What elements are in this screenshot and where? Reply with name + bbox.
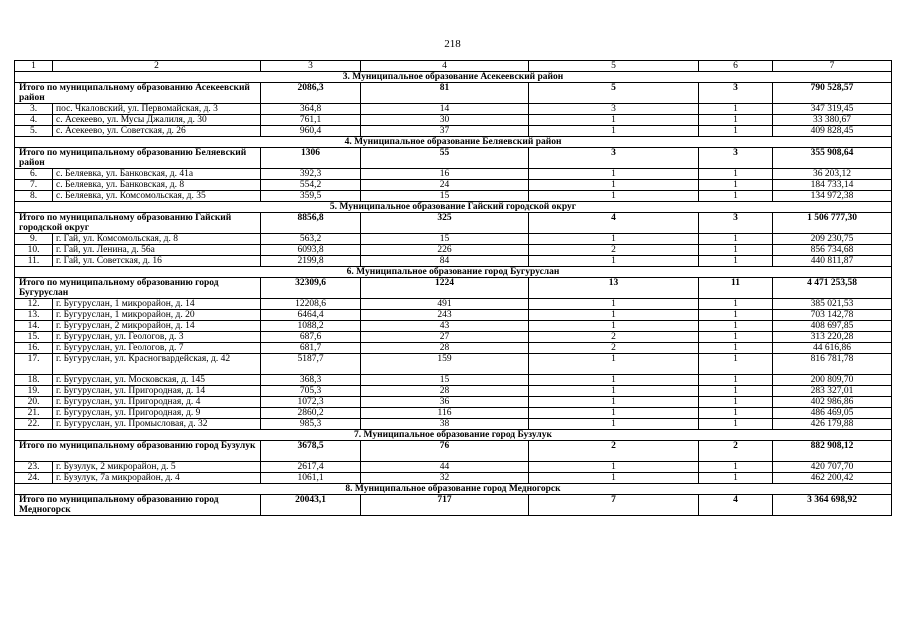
total-col6: 11 bbox=[699, 278, 773, 299]
row-cost: 409 828,45 bbox=[773, 126, 892, 137]
row-col6: 1 bbox=[699, 419, 773, 430]
total-col6: 2 bbox=[699, 441, 773, 462]
row-col5: 1 bbox=[529, 115, 699, 126]
row-address: с. Беляевка, ул. Комсомольская, д. 35 bbox=[53, 191, 261, 202]
row-address: г. Бугуруслан, ул. Московская, д. 145 bbox=[53, 375, 261, 386]
row-cost: 462 200,42 bbox=[773, 473, 892, 484]
row-cost: 347 319,45 bbox=[773, 104, 892, 115]
total-name: Итого по муниципальному образованию город Медногорск bbox=[15, 495, 261, 516]
row-count: 116 bbox=[361, 408, 529, 419]
row-cost: 33 380,67 bbox=[773, 115, 892, 126]
row-address: г. Гай, ул. Советская, д. 16 bbox=[53, 256, 261, 267]
total-row bbox=[15, 278, 892, 299]
row-count: 37 bbox=[361, 126, 529, 137]
row-count: 15 bbox=[361, 375, 529, 386]
row-cost: 486 469,05 bbox=[773, 408, 892, 419]
row-col6: 1 bbox=[699, 234, 773, 245]
total-col5: 5 bbox=[529, 83, 699, 104]
total-count: 55 bbox=[361, 148, 529, 169]
total-row bbox=[15, 441, 892, 462]
row-count: 24 bbox=[361, 180, 529, 191]
row-count: 15 bbox=[361, 191, 529, 202]
row-area: 1072,3 bbox=[261, 397, 361, 408]
row-col6: 1 bbox=[699, 397, 773, 408]
row-col5: 1 bbox=[529, 473, 699, 484]
row-area: 6464,4 bbox=[261, 310, 361, 321]
table-row bbox=[15, 354, 892, 375]
row-cost: 408 697,85 bbox=[773, 321, 892, 332]
row-area: 960,4 bbox=[261, 126, 361, 137]
row-number: 3. bbox=[15, 104, 53, 115]
row-address: пос. Чкаловский, ул. Первомайская, д. 3 bbox=[53, 104, 261, 115]
row-address: г. Бугуруслан, 1 микрорайон, д. 20 bbox=[53, 310, 261, 321]
row-col6: 1 bbox=[699, 354, 773, 375]
row-count: 159 bbox=[361, 354, 529, 375]
section-title-row bbox=[15, 430, 892, 441]
row-area: 392,3 bbox=[261, 169, 361, 180]
total-area: 2086,3 bbox=[261, 83, 361, 104]
table-row bbox=[15, 310, 892, 321]
page-number: 218 bbox=[444, 38, 461, 50]
total-col5: 2 bbox=[529, 441, 699, 462]
table-row bbox=[15, 321, 892, 332]
total-area: 1306 bbox=[261, 148, 361, 169]
row-col5: 2 bbox=[529, 245, 699, 256]
row-col6: 1 bbox=[699, 191, 773, 202]
row-col5: 1 bbox=[529, 321, 699, 332]
total-col6: 4 bbox=[699, 495, 773, 516]
row-col5: 1 bbox=[529, 419, 699, 430]
total-name: Итого по муниципальному образованию Беляевский район bbox=[15, 148, 261, 169]
row-address: г. Бузулук, 2 микрорайон, д. 5 bbox=[53, 462, 261, 473]
row-col6: 1 bbox=[699, 343, 773, 354]
total-cost: 882 908,12 bbox=[773, 441, 892, 462]
total-cost: 790 528,57 bbox=[773, 83, 892, 104]
row-col6: 1 bbox=[699, 245, 773, 256]
row-area: 12208,6 bbox=[261, 299, 361, 310]
row-count: 36 bbox=[361, 397, 529, 408]
total-col6: 3 bbox=[699, 148, 773, 169]
row-area: 761,1 bbox=[261, 115, 361, 126]
total-area: 8856,8 bbox=[261, 213, 361, 234]
section-title: 5. Муниципальное образование Гайский городской округ bbox=[15, 202, 892, 213]
row-cost: 426 179,88 bbox=[773, 419, 892, 430]
column-number-cell: 7 bbox=[773, 61, 892, 72]
row-address: г. Бугуруслан, ул. Промысловая, д. 32 bbox=[53, 419, 261, 430]
total-cost: 355 908,64 bbox=[773, 148, 892, 169]
row-cost: 816 781,78 bbox=[773, 354, 892, 375]
row-area: 563,2 bbox=[261, 234, 361, 245]
table-row bbox=[15, 332, 892, 343]
row-count: 491 bbox=[361, 299, 529, 310]
row-address: г. Гай, ул. Ленина, д. 56а bbox=[53, 245, 261, 256]
column-number-cell: 6 bbox=[699, 61, 773, 72]
row-col6: 1 bbox=[699, 310, 773, 321]
section-title-row bbox=[15, 137, 892, 148]
row-number: 15. bbox=[15, 332, 53, 343]
row-col5: 1 bbox=[529, 375, 699, 386]
total-cost: 3 364 698,92 bbox=[773, 495, 892, 516]
total-count: 717 bbox=[361, 495, 529, 516]
row-number: 10. bbox=[15, 245, 53, 256]
row-col5: 1 bbox=[529, 126, 699, 137]
table-row bbox=[15, 386, 892, 397]
row-count: 243 bbox=[361, 310, 529, 321]
row-count: 16 bbox=[361, 169, 529, 180]
row-col6: 1 bbox=[699, 104, 773, 115]
row-number: 22. bbox=[15, 419, 53, 430]
row-number: 11. bbox=[15, 256, 53, 267]
row-address: г. Бугуруслан, ул. Красногвардейская, д. 42 bbox=[53, 354, 261, 375]
total-name: Итого по муниципальному образованию город Бугуруслан bbox=[15, 278, 261, 299]
row-col6: 1 bbox=[699, 169, 773, 180]
row-count: 43 bbox=[361, 321, 529, 332]
row-cost: 402 986,86 bbox=[773, 397, 892, 408]
row-address: г. Бузулук, 7а микрорайон, д. 4 bbox=[53, 473, 261, 484]
row-count: 15 bbox=[361, 234, 529, 245]
total-col5: 3 bbox=[529, 148, 699, 169]
row-cost: 36 203,12 bbox=[773, 169, 892, 180]
section-title: 6. Муниципальное образование город Бугуруслан bbox=[15, 267, 892, 278]
table-row bbox=[15, 343, 892, 354]
row-area: 2199,8 bbox=[261, 256, 361, 267]
row-cost: 134 972,38 bbox=[773, 191, 892, 202]
section-title: 3. Муниципальное образование Асекеевский район bbox=[15, 72, 892, 83]
row-number: 24. bbox=[15, 473, 53, 484]
total-name: Итого по муниципальному образованию город Бузулук bbox=[15, 441, 261, 462]
row-col6: 1 bbox=[699, 256, 773, 267]
row-area: 2617,4 bbox=[261, 462, 361, 473]
section-title: 7. Муниципальное образование город Бузулук bbox=[15, 430, 892, 441]
row-number: 23. bbox=[15, 462, 53, 473]
table-row bbox=[15, 104, 892, 115]
section-title-row bbox=[15, 484, 892, 495]
row-number: 6. bbox=[15, 169, 53, 180]
total-col5: 4 bbox=[529, 213, 699, 234]
row-col5: 1 bbox=[529, 310, 699, 321]
row-count: 27 bbox=[361, 332, 529, 343]
row-area: 705,3 bbox=[261, 386, 361, 397]
row-area: 6093,8 bbox=[261, 245, 361, 256]
row-number: 16. bbox=[15, 343, 53, 354]
row-col6: 1 bbox=[699, 321, 773, 332]
column-number-cell: 2 bbox=[53, 61, 261, 72]
row-col6: 1 bbox=[699, 408, 773, 419]
row-address: г. Бугуруслан, ул. Геологов, д. 3 bbox=[53, 332, 261, 343]
table-row bbox=[15, 419, 892, 430]
total-count: 81 bbox=[361, 83, 529, 104]
row-cost: 313 220,28 bbox=[773, 332, 892, 343]
table-row bbox=[15, 115, 892, 126]
row-number: 18. bbox=[15, 375, 53, 386]
row-cost: 200 809,70 bbox=[773, 375, 892, 386]
total-col5: 13 bbox=[529, 278, 699, 299]
column-number-row bbox=[15, 61, 892, 72]
section-title-row bbox=[15, 267, 892, 278]
row-cost: 856 734,68 bbox=[773, 245, 892, 256]
row-number: 17. bbox=[15, 354, 53, 375]
row-address: с. Асекеево, ул. Мусы Джалиля, д. 30 bbox=[53, 115, 261, 126]
total-row bbox=[15, 148, 892, 169]
row-address: г. Бугуруслан, 2 микрорайон, д. 14 bbox=[53, 321, 261, 332]
total-cost: 1 506 777,30 bbox=[773, 213, 892, 234]
total-col6: 3 bbox=[699, 83, 773, 104]
row-col6: 1 bbox=[699, 180, 773, 191]
row-col6: 1 bbox=[699, 126, 773, 137]
row-col5: 1 bbox=[529, 299, 699, 310]
row-count: 84 bbox=[361, 256, 529, 267]
row-address: г. Бугуруслан, 1 микрорайон, д. 14 bbox=[53, 299, 261, 310]
total-name: Итого по муниципальному образованию Гайский городской округ bbox=[15, 213, 261, 234]
row-col5: 3 bbox=[529, 104, 699, 115]
row-area: 1088,2 bbox=[261, 321, 361, 332]
table-row bbox=[15, 462, 892, 473]
total-col5: 7 bbox=[529, 495, 699, 516]
row-col5: 1 bbox=[529, 180, 699, 191]
total-name: Итого по муниципальному образованию Асекеевский район bbox=[15, 83, 261, 104]
row-number: 21. bbox=[15, 408, 53, 419]
row-area: 364,8 bbox=[261, 104, 361, 115]
total-area: 20043,1 bbox=[261, 495, 361, 516]
row-count: 44 bbox=[361, 462, 529, 473]
row-number: 8. bbox=[15, 191, 53, 202]
section-title: 4. Муниципальное образование Беляевский район bbox=[15, 137, 892, 148]
table-row bbox=[15, 169, 892, 180]
row-area: 368,3 bbox=[261, 375, 361, 386]
total-row bbox=[15, 83, 892, 104]
row-area: 2860,2 bbox=[261, 408, 361, 419]
row-count: 38 bbox=[361, 419, 529, 430]
column-number-cell: 1 bbox=[15, 61, 53, 72]
table-body bbox=[15, 61, 892, 516]
row-col6: 1 bbox=[699, 386, 773, 397]
table-row bbox=[15, 299, 892, 310]
row-col6: 1 bbox=[699, 332, 773, 343]
total-count: 325 bbox=[361, 213, 529, 234]
row-address: г. Бугуруслан, ул. Пригородная, д. 14 bbox=[53, 386, 261, 397]
row-number: 4. bbox=[15, 115, 53, 126]
row-col5: 2 bbox=[529, 332, 699, 343]
row-count: 226 bbox=[361, 245, 529, 256]
row-number: 14. bbox=[15, 321, 53, 332]
column-number-cell: 3 bbox=[261, 61, 361, 72]
table-row bbox=[15, 408, 892, 419]
row-col5: 1 bbox=[529, 462, 699, 473]
row-area: 554,2 bbox=[261, 180, 361, 191]
section-title-row bbox=[15, 202, 892, 213]
row-col6: 1 bbox=[699, 299, 773, 310]
row-area: 985,3 bbox=[261, 419, 361, 430]
total-area: 32309,6 bbox=[261, 278, 361, 299]
row-area: 687,6 bbox=[261, 332, 361, 343]
row-col5: 1 bbox=[529, 256, 699, 267]
row-col6: 1 bbox=[699, 462, 773, 473]
table-row bbox=[15, 126, 892, 137]
row-cost: 703 142,78 bbox=[773, 310, 892, 321]
row-cost: 283 327,01 bbox=[773, 386, 892, 397]
table-row bbox=[15, 234, 892, 245]
row-col6: 1 bbox=[699, 115, 773, 126]
table-row bbox=[15, 397, 892, 408]
row-number: 19. bbox=[15, 386, 53, 397]
row-cost: 209 230,75 bbox=[773, 234, 892, 245]
row-count: 28 bbox=[361, 386, 529, 397]
row-col5: 1 bbox=[529, 354, 699, 375]
row-count: 30 bbox=[361, 115, 529, 126]
row-number: 12. bbox=[15, 299, 53, 310]
row-number: 13. bbox=[15, 310, 53, 321]
row-area: 5187,7 bbox=[261, 354, 361, 375]
housing-register-table bbox=[14, 60, 892, 516]
row-col5: 1 bbox=[529, 408, 699, 419]
row-col5: 1 bbox=[529, 234, 699, 245]
row-number: 5. bbox=[15, 126, 53, 137]
row-cost: 385 021,53 bbox=[773, 299, 892, 310]
row-count: 32 bbox=[361, 473, 529, 484]
total-count: 76 bbox=[361, 441, 529, 462]
table-row bbox=[15, 245, 892, 256]
row-number: 9. bbox=[15, 234, 53, 245]
total-row bbox=[15, 213, 892, 234]
row-col5: 1 bbox=[529, 386, 699, 397]
row-col5: 1 bbox=[529, 191, 699, 202]
row-col5: 1 bbox=[529, 397, 699, 408]
row-count: 28 bbox=[361, 343, 529, 354]
row-col5: 1 bbox=[529, 169, 699, 180]
column-number-cell: 4 bbox=[361, 61, 529, 72]
row-col6: 1 bbox=[699, 473, 773, 484]
row-area: 1061,1 bbox=[261, 473, 361, 484]
table-row bbox=[15, 375, 892, 386]
row-count: 14 bbox=[361, 104, 529, 115]
row-address: с. Беляевка, ул. Банковская, д. 41а bbox=[53, 169, 261, 180]
total-cost: 4 471 253,58 bbox=[773, 278, 892, 299]
row-cost: 44 616,86 bbox=[773, 343, 892, 354]
row-number: 7. bbox=[15, 180, 53, 191]
section-title-row bbox=[15, 72, 892, 83]
row-address: с. Беляевка, ул. Банковская, д. 8 bbox=[53, 180, 261, 191]
row-address: с. Асекеево, ул. Советская, д. 26 bbox=[53, 126, 261, 137]
row-address: г. Бугуруслан, ул. Пригородная, д. 4 bbox=[53, 397, 261, 408]
row-col6: 1 bbox=[699, 375, 773, 386]
total-col6: 3 bbox=[699, 213, 773, 234]
table-row bbox=[15, 180, 892, 191]
total-count: 1224 bbox=[361, 278, 529, 299]
row-cost: 420 707,70 bbox=[773, 462, 892, 473]
row-area: 359,5 bbox=[261, 191, 361, 202]
table-row bbox=[15, 191, 892, 202]
row-cost: 440 811,87 bbox=[773, 256, 892, 267]
table-row bbox=[15, 256, 892, 267]
section-title: 8. Муниципальное образование город Медногорск bbox=[15, 484, 892, 495]
row-col5: 2 bbox=[529, 343, 699, 354]
column-number-cell: 5 bbox=[529, 61, 699, 72]
row-address: г. Бугуруслан, ул. Геологов, д. 7 bbox=[53, 343, 261, 354]
row-area: 681,7 bbox=[261, 343, 361, 354]
row-cost: 184 733,14 bbox=[773, 180, 892, 191]
row-address: г. Бугуруслан, ул. Пригородная, д. 9 bbox=[53, 408, 261, 419]
row-number: 20. bbox=[15, 397, 53, 408]
row-address: г. Гай, ул. Комсомольская, д. 8 bbox=[53, 234, 261, 245]
total-row bbox=[15, 495, 892, 516]
total-area: 3678,5 bbox=[261, 441, 361, 462]
table-row bbox=[15, 473, 892, 484]
